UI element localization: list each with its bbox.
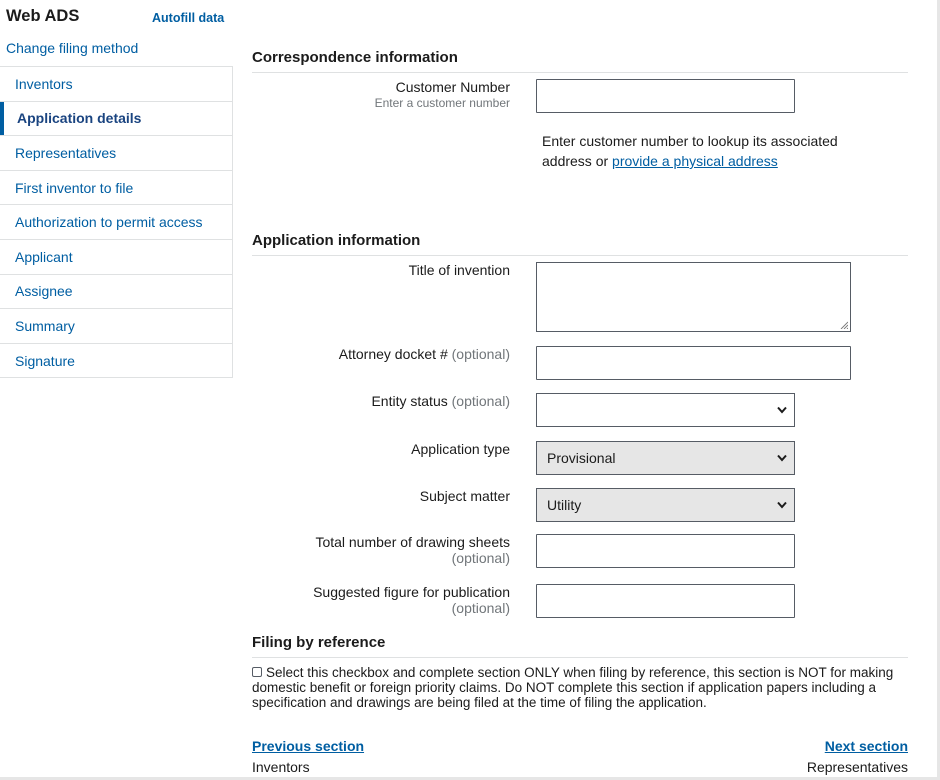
sidebar-item-inventors[interactable]: Inventors (0, 66, 232, 101)
customer-number-info (542, 131, 872, 171)
provide-physical-address-link[interactable]: provide a physical address (612, 153, 778, 169)
suggested-figure-label-text: Suggested figure for publication (313, 584, 510, 600)
drawing-sheets-label (315, 534, 510, 566)
sidebar-item-application-details[interactable]: Application details (0, 101, 232, 136)
app-title: Web ADS (6, 7, 80, 25)
suggested-figure-label (313, 584, 510, 616)
drawing-sheets-optional: (optional) (451, 550, 510, 566)
sidebar (0, 0, 233, 369)
sidebar-item-authorization[interactable]: Authorization to permit access (0, 204, 232, 239)
sidebar-header (0, 0, 233, 34)
next-section-target: Representatives (806, 759, 908, 775)
suggested-figure-optional: (optional) (451, 600, 510, 616)
title-of-invention-textarea[interactable] (536, 262, 851, 332)
drawing-sheets-input[interactable] (536, 534, 795, 568)
attorney-docket-input[interactable] (536, 346, 851, 380)
application-type-select[interactable] (536, 441, 795, 475)
filing-by-reference-heading: Filing by reference (252, 634, 908, 658)
entity-status-optional: (optional) (451, 393, 510, 409)
title-of-invention-label: Title of invention (408, 262, 510, 278)
resize-grip-icon[interactable] (840, 321, 848, 329)
application-heading: Application information (252, 232, 908, 256)
chevron-down-icon (777, 406, 787, 414)
entity-status-label (371, 393, 510, 409)
application-type-value: Provisional (547, 450, 616, 466)
sidebar-nav (0, 66, 233, 378)
sidebar-item-summary[interactable]: Summary (0, 308, 232, 343)
sidebar-item-applicant[interactable]: Applicant (0, 239, 232, 274)
subject-matter-select[interactable] (536, 488, 795, 522)
change-filing-method-link[interactable]: Change filing method (6, 40, 139, 56)
filing-by-reference-option (252, 665, 908, 710)
customer-number-hint: Enter a customer number (374, 96, 510, 110)
subject-matter-value: Utility (547, 497, 582, 513)
previous-section-link[interactable]: Previous section (252, 738, 365, 754)
filing-by-reference-checkbox[interactable] (252, 667, 262, 677)
attorney-docket-label-text: Attorney docket # (338, 346, 448, 362)
entity-status-select[interactable] (536, 393, 795, 427)
entity-status-label-text: Entity status (371, 393, 448, 409)
filing-by-reference-text: Select this checkbox and complete section ONLY when filing by reference, this section is NOT for making domestic benefit or foreign priority claims. Do NOT complete this section if application papers including a specification and drawings are being filed at the time of filing the application. (252, 665, 894, 710)
chevron-down-icon (777, 454, 787, 462)
customer-number-label (375, 79, 510, 111)
customer-number-input[interactable] (536, 79, 795, 113)
customer-number-label-text: Customer Number (395, 79, 510, 95)
autofill-data-link[interactable]: Autofill data (152, 11, 225, 25)
sidebar-item-representatives[interactable]: Representatives (0, 135, 232, 170)
suggested-figure-input[interactable] (536, 584, 795, 618)
application-type-label: Application type (411, 441, 510, 457)
sidebar-item-signature[interactable]: Signature (0, 343, 232, 378)
sidebar-item-first-inventor-to-file[interactable]: First inventor to file (0, 170, 232, 205)
previous-section-target: Inventors (252, 759, 310, 775)
customer-number-info-text: Enter customer number to lookup its associated address or (542, 133, 838, 169)
main-content (252, 0, 908, 780)
chevron-down-icon (777, 501, 787, 509)
subject-matter-label: Subject matter (419, 488, 510, 504)
attorney-docket-label (339, 346, 510, 362)
correspondence-heading: Correspondence information (252, 49, 908, 73)
sidebar-item-assignee[interactable]: Assignee (0, 274, 232, 309)
drawing-sheets-label-text: Total number of drawing sheets (315, 534, 510, 550)
attorney-docket-optional: (optional) (451, 346, 510, 362)
next-section-link[interactable]: Next section (824, 738, 908, 754)
